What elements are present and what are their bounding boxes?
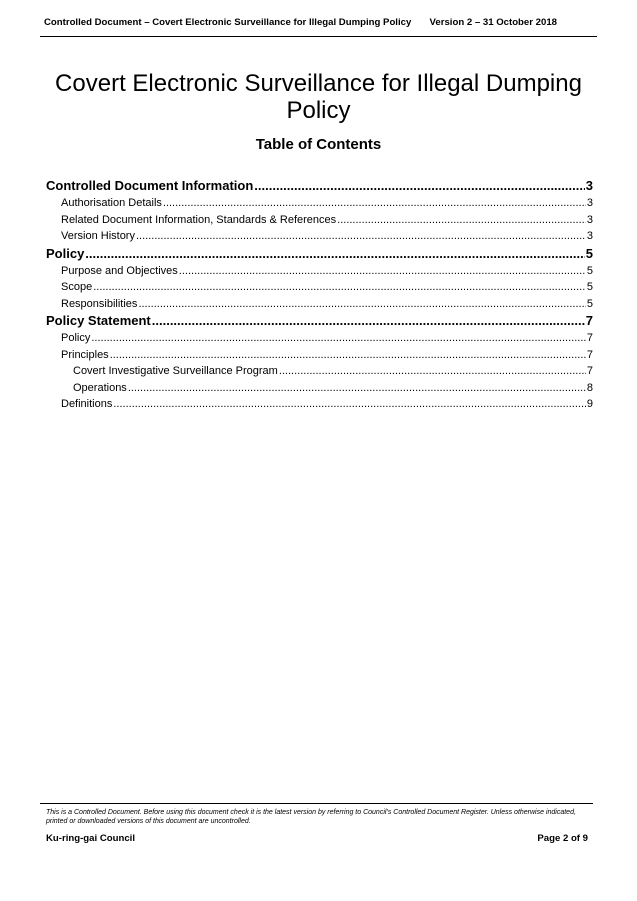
toc-entry-page: 7 — [586, 365, 593, 377]
toc-entry-label: Version History — [61, 230, 135, 242]
toc-entry-principles[interactable] — [46, 347, 593, 364]
toc-dot-leader — [254, 177, 584, 195]
document-title-line-2: Policy — [286, 97, 351, 124]
toc-dot-leader — [91, 330, 586, 347]
toc-entry-definitions[interactable] — [46, 396, 593, 413]
toc-dot-leader — [152, 312, 585, 330]
toc-entry-version-history[interactable] — [46, 228, 593, 245]
document-title — [40, 70, 597, 124]
toc-dot-leader — [93, 279, 586, 296]
toc-entry-page: 3 — [585, 178, 593, 193]
toc-dot-leader — [163, 195, 586, 212]
toc-entry-label: Principles — [61, 348, 109, 361]
toc-entry-page: 5 — [586, 297, 593, 310]
toc-dot-leader — [85, 245, 584, 263]
toc-dot-leader — [113, 396, 586, 413]
toc-dot-leader — [136, 228, 586, 245]
header-document-title: Controlled Document – Covert Electronic Surveillance for Illegal Dumping Policy — [44, 17, 412, 28]
toc-entry-page: 5 — [586, 281, 593, 293]
toc-dot-leader — [128, 380, 586, 397]
toc-entry-label: Covert Investigative Surveillance Program — [73, 365, 278, 377]
toc-dot-leader — [279, 363, 586, 380]
toc-entry-page: 3 — [586, 230, 593, 242]
toc-entry-authorisation-details[interactable] — [46, 195, 593, 212]
toc-entry-page: 7 — [586, 332, 593, 344]
toc-entry-covert-investigative-surveillance-program[interactable] — [46, 363, 593, 380]
toc-entry-page: 8 — [586, 381, 593, 394]
toc-entry-statement-policy[interactable] — [46, 330, 593, 347]
table-of-contents — [46, 177, 593, 413]
toc-entry-operations[interactable] — [46, 380, 593, 397]
toc-entry-page: 9 — [586, 398, 593, 410]
toc-entry-label: Policy — [46, 245, 85, 261]
toc-entry-purpose-and-objectives[interactable] — [46, 263, 593, 280]
header-version: Version 2 – 31 October 2018 — [429, 17, 557, 28]
toc-entry-responsibilities[interactable] — [46, 296, 593, 313]
toc-entry-policy[interactable] — [46, 245, 593, 263]
toc-entry-page: 3 — [586, 197, 593, 209]
footer-page-number: Page 2 of 9 — [537, 833, 588, 844]
toc-heading: Table of Contents — [255, 136, 382, 153]
toc-entry-scope[interactable] — [46, 279, 593, 296]
toc-entry-label: Scope — [61, 281, 93, 293]
footer-controlled-document-note: This is a Controlled Document. Before using this document check it is the latest version by referring to Council’s Controlled Document Register. Unless otherwise indicated, printed or downloaded versions of this document are uncontrolled. — [46, 809, 576, 825]
toc-dot-leader — [179, 263, 586, 280]
toc-entry-label: Authorisation Details — [61, 197, 162, 209]
toc-entry-page: 5 — [586, 264, 593, 277]
toc-entry-label: Definitions — [61, 398, 113, 410]
footer-organisation: Ku-ring-gai Council — [46, 833, 135, 844]
toc-entry-label: Responsibilities — [61, 297, 138, 310]
toc-dot-leader — [337, 212, 586, 229]
toc-entry-page: 7 — [585, 313, 593, 328]
toc-entry-page: 5 — [585, 245, 593, 261]
toc-entry-label: Controlled Document Information — [46, 178, 254, 193]
toc-entry-label: Policy Statement — [46, 313, 151, 328]
toc-entry-label: Policy — [61, 332, 91, 344]
toc-entry-label: Operations — [73, 381, 127, 394]
toc-dot-leader — [138, 296, 585, 313]
footer-divider — [40, 803, 593, 804]
page-header — [40, 12, 597, 37]
toc-entry-page: 3 — [586, 213, 593, 226]
toc-entry-controlled-document-information[interactable] — [46, 177, 593, 195]
toc-entry-label: Purpose and Objectives — [61, 264, 178, 277]
document-title-line-1: Covert Electronic Surveillance for Illegal Dumping — [55, 70, 582, 97]
toc-entry-related-document-information[interactable] — [46, 212, 593, 229]
toc-entry-page: 7 — [586, 348, 593, 361]
toc-entry-policy-statement[interactable] — [46, 312, 593, 330]
toc-entry-label: Related Document Information, Standards & References — [61, 213, 337, 226]
toc-dot-leader — [110, 347, 586, 364]
